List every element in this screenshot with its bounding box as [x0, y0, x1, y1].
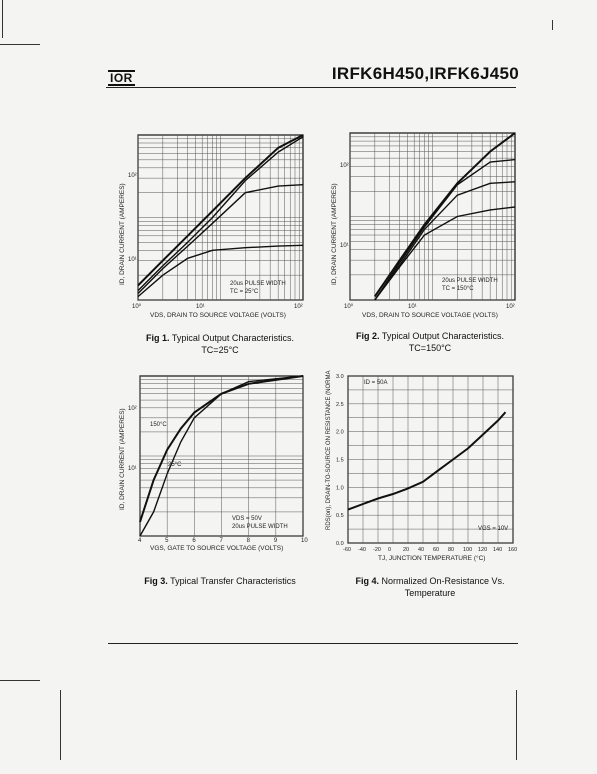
fig4-xtick: -60 — [343, 547, 351, 553]
fig3-ytick-2: 10² — [128, 406, 137, 412]
fig3-grid — [140, 376, 303, 536]
fig1-caption — [120, 332, 320, 356]
fig4-grid — [348, 376, 513, 543]
fig1-grid — [138, 135, 303, 300]
fig4-xtick: -20 — [373, 547, 381, 553]
fig3-chart — [110, 370, 310, 560]
fig2-xtick-0: 10⁰ — [344, 304, 354, 310]
fig3-xtick: 5 — [165, 538, 169, 544]
fig3-xtick: 4 — [138, 538, 142, 544]
fig3-ylabel: ID, DRAIN CURRENT (AMPERES) — [119, 408, 126, 510]
fig1-note-temp: TC = 25°C — [230, 289, 259, 295]
header-rule — [106, 87, 516, 88]
fig3-xtick: 8 — [246, 538, 251, 544]
fig1-ytick-1: 10¹ — [128, 257, 137, 263]
fig3-caption-number: Fig 3. — [144, 576, 168, 586]
figure-1 — [110, 125, 310, 325]
fig4-xtick: 20 — [403, 547, 410, 553]
margin-mark-bottom-right — [516, 690, 517, 760]
fig3-xtick: 7 — [219, 538, 223, 544]
fig4-ytick: 2.0 — [336, 429, 344, 436]
margin-mark-top-left — [0, 44, 40, 45]
fig2-grid — [350, 133, 515, 300]
fig1-caption-number: Fig 1. — [146, 333, 170, 343]
fig1-xlabel: VDS, DRAIN TO SOURCE VOLTAGE (VOLTS) — [150, 312, 286, 319]
fig4-ylabel: RDS(on), DRAIN-TO-SOURCE ON RESISTANCE (NORMALIZED) — [326, 370, 332, 530]
fig4-ytick: 0.5 — [336, 513, 344, 520]
fig3-legend-150: 150°C — [150, 422, 167, 428]
fig4-chart — [318, 370, 528, 565]
fig4-xtick: 160 — [508, 547, 518, 553]
fig2-ytick-1: 10¹ — [340, 243, 349, 249]
fig4-ytick: 1.5 — [336, 457, 344, 464]
fig4-caption — [330, 575, 530, 599]
fig2-xtick-2: 10² — [506, 304, 515, 310]
fig2-caption-title: Typical Output Characteristics. — [381, 331, 504, 341]
margin-mark-left — [2, 0, 3, 38]
fig2-caption-sub: TC=150°C — [408, 343, 452, 353]
fig2-caption-number: Fig 2. — [356, 331, 380, 341]
fig2-xlabel: VDS, DRAIN TO SOURCE VOLTAGE (VOLTS) — [362, 312, 498, 319]
fig4-xtick: 40 — [418, 547, 425, 553]
figure-4 — [318, 370, 528, 565]
fig3-xtick: 10 — [301, 538, 308, 544]
fig1-xtick-1: 10¹ — [196, 304, 205, 310]
fig4-xtick: -40 — [358, 547, 366, 553]
fig4-xtick: 80 — [448, 547, 455, 553]
figure-3 — [110, 370, 310, 560]
fig4-caption-title: Normalized On-Resistance Vs. — [381, 576, 505, 586]
fig4-ytick: 3.0 — [336, 374, 344, 380]
fig4-xtick: 120 — [478, 547, 488, 553]
fig1-chart — [110, 125, 310, 325]
fig3-xlabel: VGS, GATE TO SOURCE VOLTAGE (VOLTS) — [150, 545, 284, 552]
fig1-xtick-2: 10² — [294, 304, 303, 310]
fig4-ytick: 2.5 — [336, 401, 344, 408]
ior-logo: IOR — [110, 71, 133, 85]
figure-2 — [322, 125, 522, 325]
fig2-caption — [330, 330, 530, 354]
fig4-ytick: 1.0 — [336, 485, 344, 492]
fig3-xtick: 6 — [192, 538, 196, 544]
part-number-title: IRFK6H450,IRFK6J450 — [331, 64, 519, 83]
fig4-ytick: 0.0 — [336, 541, 344, 547]
fig4-note-vgs: VGS = 10V — [478, 526, 509, 532]
fig3-legend-25: 25°C — [168, 462, 182, 468]
fig2-ytick-2: 10² — [340, 163, 349, 169]
fig2-xtick-1: 10¹ — [408, 304, 417, 310]
fig1-ylabel: ID, DRAIN CURRENT (AMPERES) — [119, 183, 126, 285]
fig1-xtick-0: 10⁰ — [132, 304, 142, 310]
fig4-note-id: ID = 50A — [364, 380, 388, 386]
fig2-note-pulse: 20us PULSE WIDTH — [442, 278, 498, 284]
fig3-caption-title: Typical Transfer Characteristics — [170, 576, 296, 586]
fig3-xtick: 9 — [273, 538, 278, 544]
fig4-caption-sub: Temperature — [404, 588, 456, 598]
fig4-xtick: 100 — [463, 547, 473, 553]
fig4-caption-number: Fig 4. — [355, 576, 379, 586]
fig2-chart — [322, 125, 522, 325]
margin-mark-bottom-left-vertical — [60, 690, 61, 760]
fig1-caption-sub: TC=25°C — [201, 345, 239, 355]
fig1-note-pulse: 20us PULSE WIDTH — [230, 281, 286, 287]
margin-mark-bottom-left — [0, 680, 40, 681]
fig1-ytick-2: 10² — [128, 173, 137, 179]
fig3-ytick-1: 10¹ — [128, 466, 137, 472]
fig2-ylabel: ID, DRAIN CURRENT (AMPERES) — [331, 183, 338, 285]
fig3-caption — [120, 575, 320, 587]
fig3-xticks — [138, 538, 308, 544]
fig4-series-0 — [348, 412, 506, 509]
fig3-note-pulse: 20us PULSE WIDTH — [232, 524, 288, 530]
fig4-xtick: 0 — [388, 547, 392, 553]
fig2-note-temp: TC = 150°C — [442, 286, 474, 292]
margin-mark-top-right — [552, 20, 553, 30]
fig4-xlabel: TJ, JUNCTION TEMPERATURE (°C) — [378, 555, 486, 562]
footer-rule — [108, 643, 518, 644]
fig1-caption-title: Typical Output Characteristics. — [171, 333, 294, 343]
fig4-xtick: 140 — [493, 547, 503, 553]
fig4-xtick: 60 — [433, 547, 440, 553]
fig3-note-vds: VDS = 50V — [232, 516, 262, 522]
